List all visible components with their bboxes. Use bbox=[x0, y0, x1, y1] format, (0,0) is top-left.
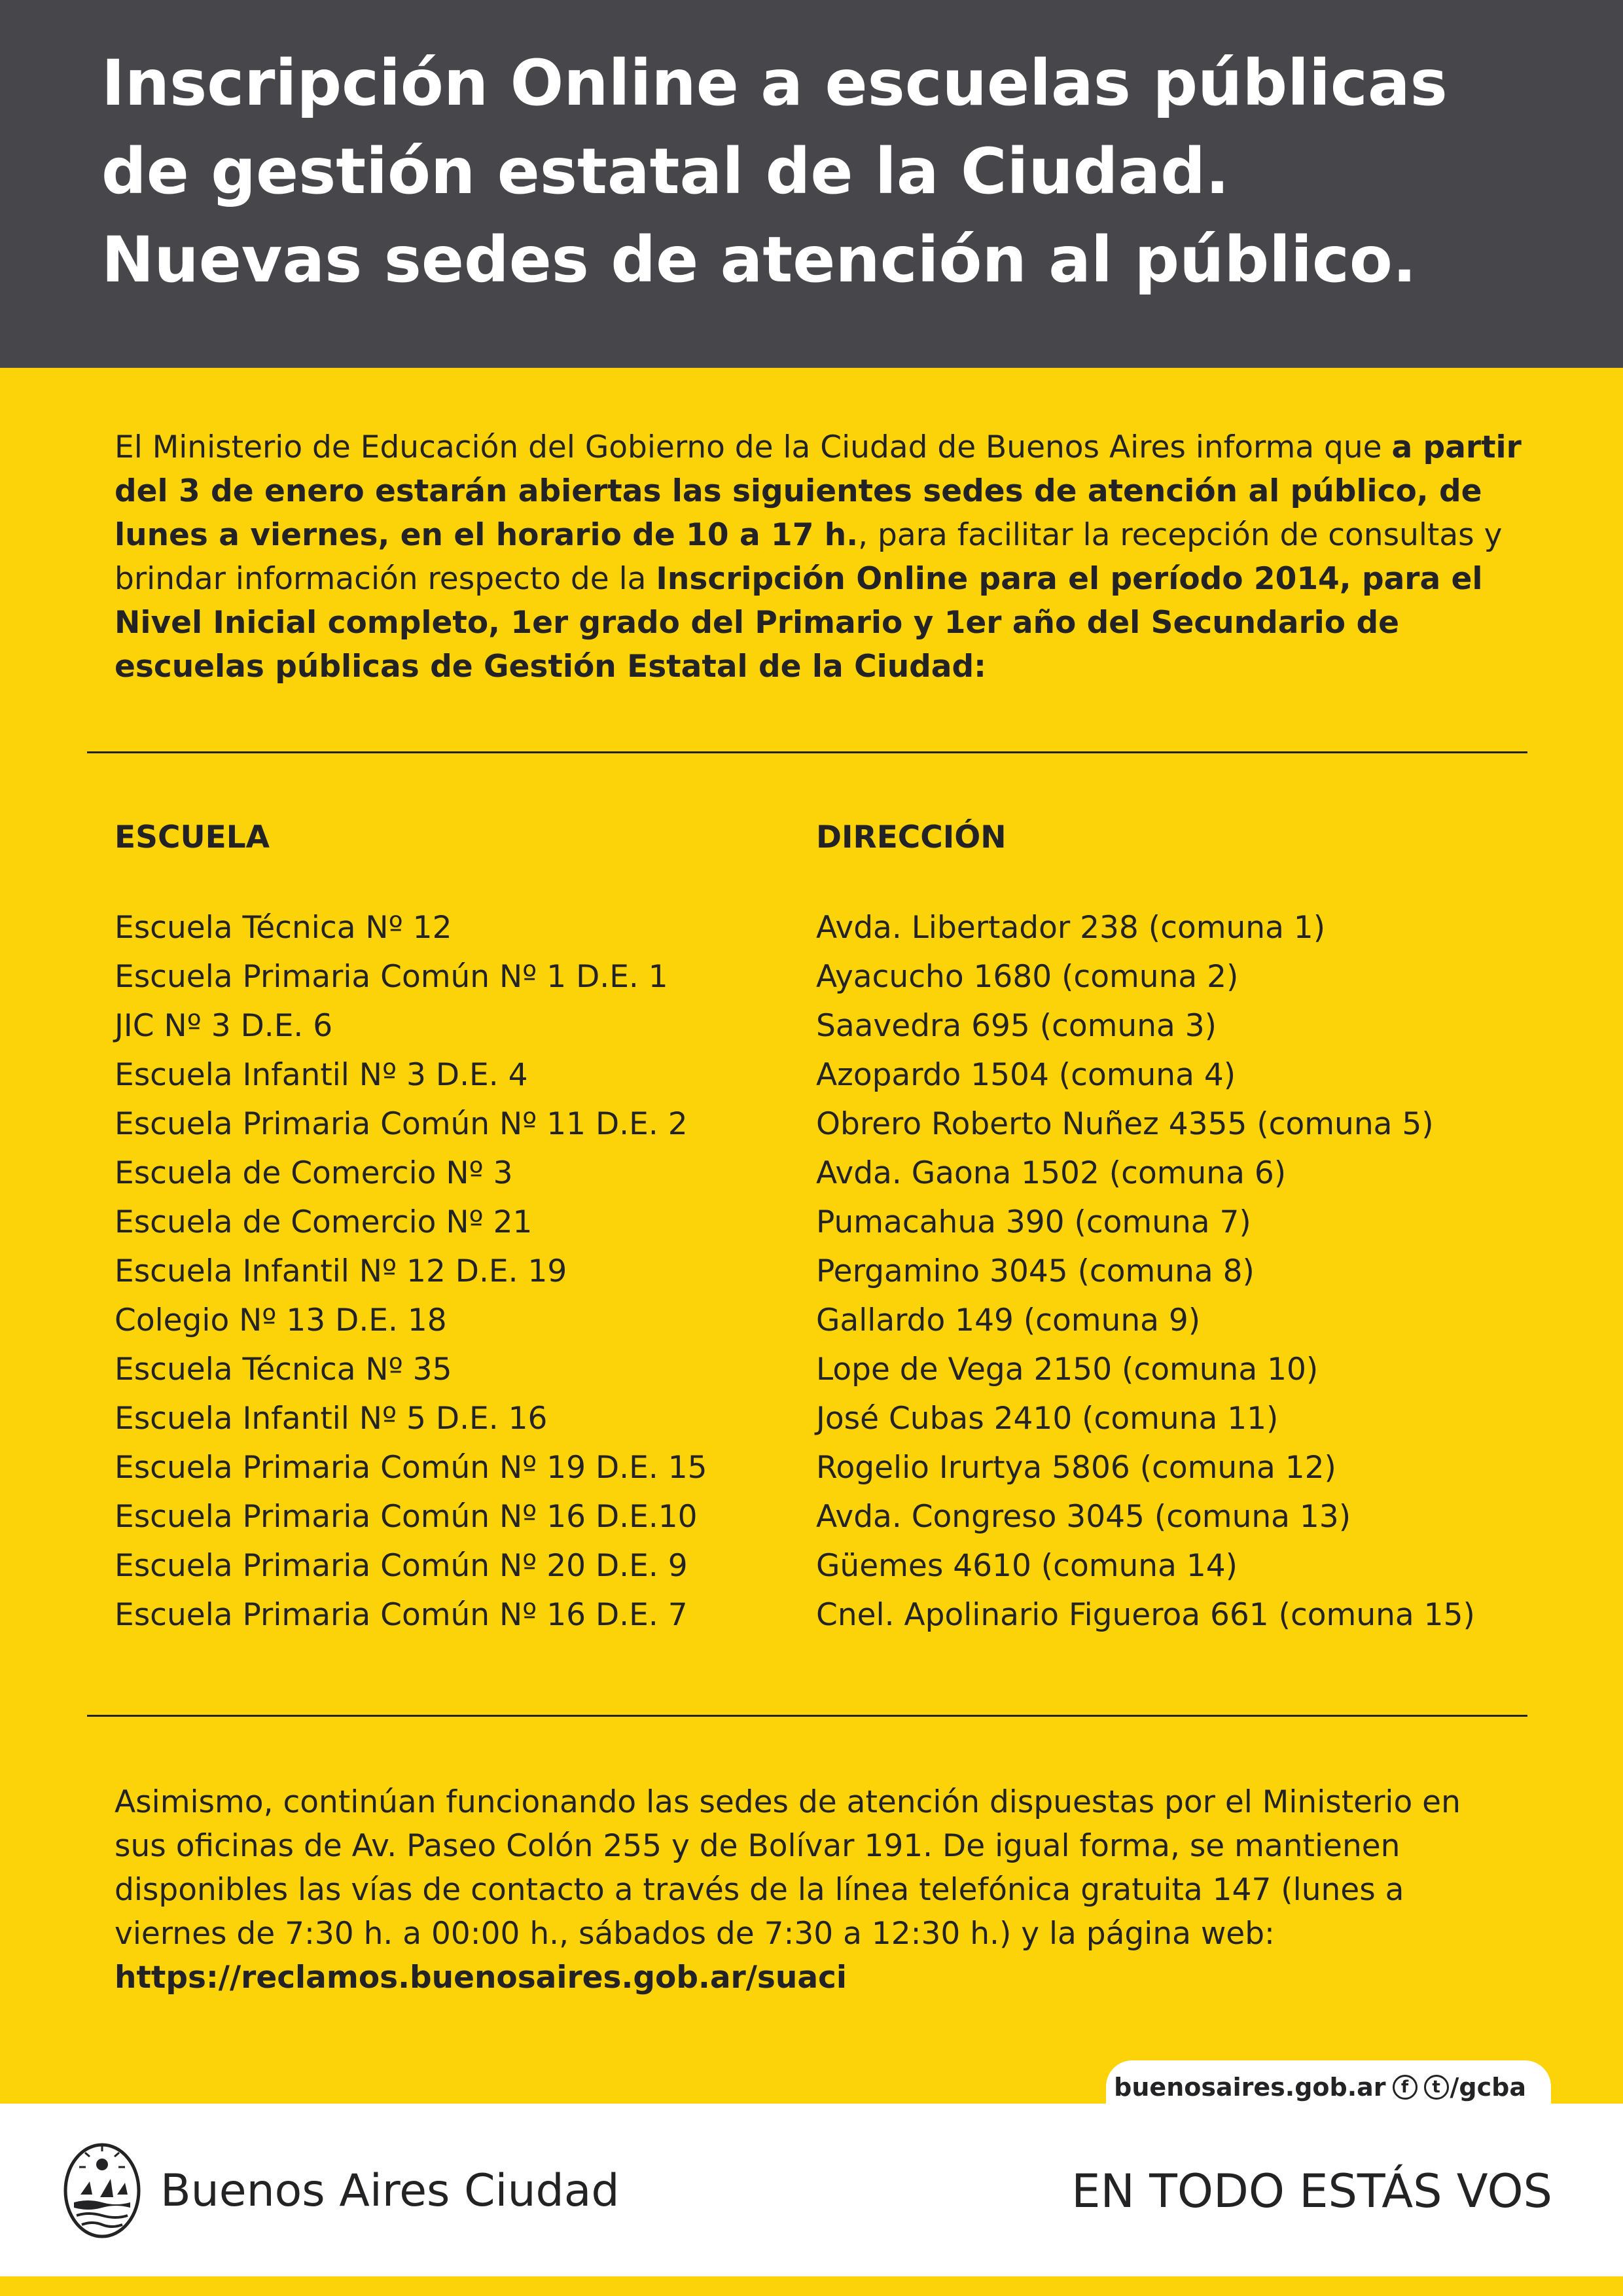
intro-paragraph bbox=[115, 425, 1522, 689]
school-name: Escuela Técnica Nº 12 bbox=[115, 910, 452, 946]
school-address: Azopardo 1504 (comuna 4) bbox=[816, 1057, 1236, 1093]
twitter-icon[interactable]: t bbox=[1424, 2075, 1449, 2100]
city-seal-icon bbox=[62, 2142, 142, 2239]
school-name: Escuela Primaria Común Nº 11 D.E. 2 bbox=[115, 1106, 688, 1142]
social-handle[interactable]: /gcba bbox=[1450, 2073, 1526, 2102]
facebook-icon[interactable]: f bbox=[1393, 2075, 1418, 2100]
school-name: JIC Nº 3 D.E. 6 bbox=[115, 1008, 333, 1044]
divider-bottom bbox=[87, 1715, 1527, 1717]
intro-bold-2: Inscripción Online para el período 2014, para el Nivel Inicial completo, 1er grado del Primario y 1er año del Secundario de escuelas públicas de Gestión Estatal de la Ciudad: bbox=[115, 561, 1483, 685]
school-address: Obrero Roberto Nuñez 4355 (comuna 5) bbox=[816, 1106, 1434, 1142]
web-tab bbox=[1106, 2060, 1551, 2114]
intro-text-1: El Ministerio de Educación del Gobierno de la Ciudad de Buenos Aires informa que bbox=[115, 429, 1392, 465]
school-name: Escuela Primaria Común Nº 16 D.E. 7 bbox=[115, 1597, 688, 1633]
school-address: José Cubas 2410 (comuna 11) bbox=[816, 1401, 1279, 1437]
school-name: Escuela Primaria Común Nº 19 D.E. 15 bbox=[115, 1450, 707, 1486]
school-address: Avda. Libertador 238 (comuna 1) bbox=[816, 910, 1326, 946]
school-name: Escuela Infantil Nº 3 D.E. 4 bbox=[115, 1057, 528, 1093]
school-address: Ayacucho 1680 (comuna 2) bbox=[816, 959, 1239, 995]
footer-bar bbox=[0, 2113, 1623, 2276]
intro-text-2: , para facilitar la recepción de consultas y brindar información respecto de la bbox=[115, 517, 1503, 597]
suaci-link[interactable]: https://reclamos.buenosaires.gob.ar/suaci bbox=[115, 1960, 847, 1996]
school-name: Escuela Técnica Nº 35 bbox=[115, 1352, 452, 1388]
school-name: Escuela Infantil Nº 5 D.E. 16 bbox=[115, 1401, 548, 1437]
school-address: Güemes 4610 (comuna 14) bbox=[816, 1548, 1238, 1584]
closing-text: Asimismo, continúan funcionando las sedes de atención dispuestas por el Ministerio en sus oficinas de Av. Paseo Colón 255 y de Bolívar 191. De igual forma, se mantienen disponibles las vías de contacto a través de la línea telefónica gratuita 147 (lunes a viernes de 7:30 h. a 00:00 h., sábados de 7:30 a 12:30 h.) y la página web: bbox=[115, 1784, 1461, 1952]
title-line-2: de gestión estatal de la Ciudad. bbox=[101, 135, 1230, 208]
school-address: Lope de Vega 2150 (comuna 10) bbox=[816, 1352, 1319, 1388]
school-address: Gallardo 149 (comuna 9) bbox=[816, 1302, 1201, 1338]
school-address: Saavedra 695 (comuna 3) bbox=[816, 1008, 1217, 1044]
website-link[interactable]: buenosaires.gob.ar bbox=[1114, 2073, 1386, 2102]
address-column-header: DIRECCIÓN bbox=[816, 819, 1007, 855]
title-line-3: Nuevas sedes de atención al público. bbox=[101, 223, 1417, 296]
school-list bbox=[115, 903, 707, 1640]
address-list bbox=[816, 903, 1475, 1640]
school-name: Escuela Primaria Común Nº 20 D.E. 9 bbox=[115, 1548, 688, 1584]
school-address: Avda. Congreso 3045 (comuna 13) bbox=[816, 1499, 1351, 1535]
school-name: Escuela de Comercio Nº 3 bbox=[115, 1155, 513, 1191]
intro-bold-1: a partir del 3 de enero estarán abiertas las siguientes sedes de atención al público, de lunes a viernes, en el horario de 10 a 17 h. bbox=[115, 429, 1522, 553]
closing-paragraph bbox=[115, 1780, 1522, 2000]
school-address: Pumacahua 390 (comuna 7) bbox=[816, 1204, 1251, 1240]
school-name: Escuela Primaria Común Nº 16 D.E.10 bbox=[115, 1499, 698, 1535]
school-name: Escuela Primaria Común Nº 1 D.E. 1 bbox=[115, 959, 668, 995]
brand-name: Buenos Aires Ciudad bbox=[160, 2165, 620, 2217]
school-address: Pergamino 3045 (comuna 8) bbox=[816, 1253, 1255, 1289]
school-address: Cnel. Apolinario Figueroa 661 (comuna 15) bbox=[816, 1597, 1475, 1633]
school-address: Rogelio Irurtya 5806 (comuna 12) bbox=[816, 1450, 1336, 1486]
school-name: Colegio Nº 13 D.E. 18 bbox=[115, 1302, 447, 1338]
school-column-header: ESCUELA bbox=[115, 819, 270, 855]
title-line-1: Inscripción Online a escuelas públicas bbox=[101, 46, 1448, 120]
divider-top bbox=[87, 751, 1527, 753]
slogan: EN TODO ESTÁS VOS bbox=[1071, 2164, 1552, 2218]
header-banner bbox=[0, 0, 1623, 368]
school-name: Escuela Infantil Nº 12 D.E. 19 bbox=[115, 1253, 567, 1289]
school-name: Escuela de Comercio Nº 21 bbox=[115, 1204, 533, 1240]
school-address: Avda. Gaona 1502 (comuna 6) bbox=[816, 1155, 1287, 1191]
